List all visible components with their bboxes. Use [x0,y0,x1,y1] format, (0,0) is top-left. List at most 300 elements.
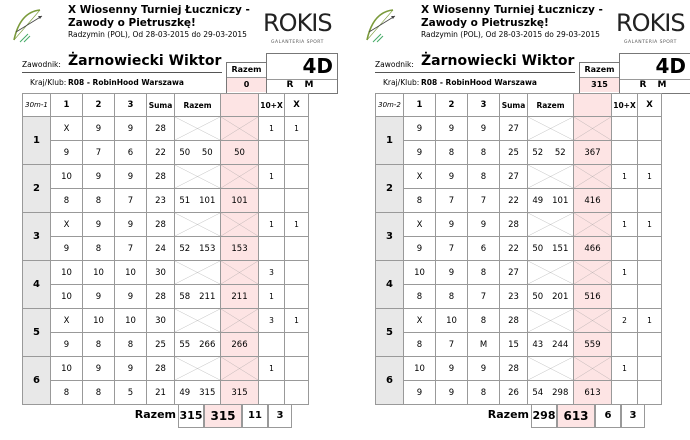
x-count [285,189,309,213]
club-name: R08 - RobinHood Warszawa [421,78,537,87]
event-location-dates: Radzymin (POL), Od 28-03-2015 do 29-03-2015 [421,30,600,39]
end-number: 1 [376,117,404,165]
arrow-score: 9 [436,357,468,381]
tens-count: 1 [259,285,285,309]
crossed-running-cell [221,117,259,141]
end-sum: 23 [147,189,175,213]
tens-count: 3 [259,261,285,285]
crossed-running-cell [574,117,612,141]
event-location-dates: Radzymin (POL), Od 28-03-2015 do 29-03-2015 [68,30,247,39]
end-sum: 21 [147,381,175,405]
score-table [22,93,309,405]
pair-total-header: Razem [528,94,574,117]
arrow-score: 9 [115,213,147,237]
pair-total-header: Razem [175,94,221,117]
tens-count [612,141,638,165]
club-name: R08 - RobinHood Warszawa [68,78,184,87]
end-sum: 28 [147,285,175,309]
tens-count: 3 [259,309,285,333]
crossed-cell [528,309,574,333]
event-title [421,4,603,30]
arrow-score: 7 [436,189,468,213]
tens-count: 1 [259,357,285,381]
rm-label: R M [639,80,671,90]
arrow-score: 7 [468,285,500,309]
x-count [285,261,309,285]
cumulative-distance: 101 [548,189,574,213]
crossed-cell [175,309,221,333]
arrow-score: 7 [115,237,147,261]
arrow-score: 10 [436,309,468,333]
previous-total-value: 315 [580,78,619,92]
crossed-running-cell [574,165,612,189]
arrow-score: 9 [468,117,500,141]
arrow-score: 9 [404,141,436,165]
cumulative-distance: 298 [548,381,574,405]
crossed-running-cell [221,309,259,333]
end-number: 2 [23,165,51,213]
table-row [23,333,309,357]
end-number: 5 [23,309,51,357]
tens-count [612,285,638,309]
event-title [68,4,250,30]
end-sum: 28 [500,213,528,237]
arrow-score: 7 [83,141,115,165]
total-running: 613 [557,404,595,428]
sponsor-tagline: GALANTERIA SPORT [271,40,324,45]
end-sum: 25 [147,333,175,357]
table-row [23,189,309,213]
arrow-score: 9 [436,117,468,141]
total-tens: 11 [242,404,268,428]
tens-count [259,381,285,405]
distance-label: 30m-1 [23,94,51,117]
arrow-col-header: 2 [83,94,115,117]
end-sum: 28 [500,357,528,381]
table-row [23,357,309,381]
table-row [376,165,662,189]
arrow-score: 10 [51,165,83,189]
arrow-score: 9 [83,357,115,381]
previous-total-value: 0 [227,78,266,92]
table-row [23,285,309,309]
crossed-cell [175,357,221,381]
table-row [23,237,309,261]
end-number: 3 [23,213,51,261]
sponsor-logo [255,7,335,47]
cumulative-distance: 201 [548,285,574,309]
cumulative-distance: 315 [195,381,221,405]
tens-count: 1 [259,213,285,237]
previous-total-label: Razem [580,63,619,78]
tens-count: 1 [612,357,638,381]
club-label: Kraj/Klub: [30,78,67,87]
divider [375,72,575,73]
end-sum: 28 [147,357,175,381]
end-sum: 28 [147,117,175,141]
arrow-score: X [404,165,436,189]
arrow-score: 8 [436,285,468,309]
arrow-score: 9 [83,213,115,237]
arrow-score: 5 [115,381,147,405]
tens-count: 1 [612,213,638,237]
pair-sum: 43 [528,333,548,357]
tens-count [612,333,638,357]
end-sum: 28 [500,309,528,333]
total-x: 3 [268,404,292,428]
tens-count: 1 [259,117,285,141]
cumulative-distance: 244 [548,333,574,357]
athlete-name: Żarnowiecki Wiktor [68,53,222,69]
table-row [376,309,662,333]
arrow-score: 8 [404,189,436,213]
arrow-score: 10 [51,357,83,381]
table-row [23,141,309,165]
table-row [23,213,309,237]
running-total: 101 [221,189,259,213]
arrow-score: 8 [468,141,500,165]
arrow-score: 9 [404,381,436,405]
arrow-col-header: 3 [115,94,147,117]
tens-header: 10+X [612,94,638,117]
tens-count: 1 [612,261,638,285]
cumulative-distance: 50 [195,141,221,165]
tens-header: 10+X [259,94,285,117]
scorecard-distance-2 [355,0,690,440]
total-sum: 298 [531,404,557,428]
arrow-score: 10 [115,309,147,333]
crossed-cell [528,357,574,381]
end-sum: 15 [500,333,528,357]
cumulative-distance: 52 [548,141,574,165]
target-box [619,53,690,94]
pair-sum: 58 [175,285,195,309]
arrow-score: 8 [404,285,436,309]
arrow-score: 10 [404,357,436,381]
crossed-running-cell [221,213,259,237]
event-title-line1: X Wiosenny Turniej Łuczniczy - [421,4,603,16]
event-title-line2: Zawody o Pietruszkę! [68,17,196,29]
running-total: 416 [574,189,612,213]
end-sum: 27 [500,117,528,141]
sponsor-logo-text: ROKIS [616,9,685,37]
x-count: 1 [285,309,309,333]
pair-sum: 49 [528,189,548,213]
tens-count [612,237,638,261]
arrow-score: 9 [115,117,147,141]
arrow-score: M [468,333,500,357]
arrow-score: 10 [83,261,115,285]
table-row [23,309,309,333]
x-count [638,285,662,309]
end-number: 4 [376,261,404,309]
arrow-score: 9 [83,117,115,141]
athlete-name: Żarnowiecki Wiktor [421,53,575,69]
x-header: X [285,94,309,117]
total-sum: 315 [178,404,204,428]
scorecard-distance-1 [2,0,337,440]
cumulative-distance: 211 [195,285,221,309]
end-sum: 24 [147,237,175,261]
tens-count [612,117,638,141]
end-sum: 22 [147,141,175,165]
tens-count [259,333,285,357]
running-total-header [574,94,612,117]
running-total-header [221,94,259,117]
running-total: 315 [221,381,259,405]
x-count [285,381,309,405]
header-row [376,94,662,117]
tens-count: 1 [259,165,285,189]
end-number: 1 [23,117,51,165]
arrow-score: 8 [436,141,468,165]
crossed-cell [528,261,574,285]
arrow-score: 9 [436,381,468,405]
tens-count: 1 [612,165,638,189]
pair-sum: 54 [528,381,548,405]
arrow-score: 9 [404,117,436,141]
total-tens: 6 [595,404,621,428]
tens-count [612,189,638,213]
tens-count [259,237,285,261]
arrow-score: 10 [51,285,83,309]
athlete-label: Zawodnik: [375,60,414,69]
running-total: 516 [574,285,612,309]
end-number: 4 [23,261,51,309]
arrow-score: 9 [83,165,115,189]
previous-total-box [226,62,267,94]
running-total: 559 [574,333,612,357]
arrow-score: 8 [51,381,83,405]
arrow-score: 8 [468,165,500,189]
running-total: 367 [574,141,612,165]
arrow-score: X [51,213,83,237]
arrow-score: 8 [115,333,147,357]
total-x: 3 [621,404,645,428]
running-total: 153 [221,237,259,261]
arrow-score: 8 [83,189,115,213]
arrow-score: X [404,309,436,333]
tens-count [612,381,638,405]
table-row [376,381,662,405]
x-count [638,357,662,381]
crossed-running-cell [574,357,612,381]
table-row [376,189,662,213]
arrow-score: 8 [83,237,115,261]
crossed-cell [175,165,221,189]
event-title-line2: Zawody o Pietruszkę! [421,17,549,29]
header-row [23,94,309,117]
end-sum: 30 [147,261,175,285]
x-count [285,285,309,309]
arrow-score: 9 [51,237,83,261]
tens-count: 2 [612,309,638,333]
bow-logo-icon [363,6,399,44]
pair-sum: 49 [175,381,195,405]
arrow-score: 9 [436,165,468,189]
total-label: Razem [487,408,529,421]
crossed-running-cell [574,261,612,285]
end-sum: 28 [147,165,175,189]
crossed-running-cell [574,309,612,333]
running-total: 466 [574,237,612,261]
crossed-cell [175,213,221,237]
x-count: 1 [638,309,662,333]
x-count [638,141,662,165]
table-row [23,261,309,285]
distance-label: 30m-2 [376,94,404,117]
running-total: 50 [221,141,259,165]
arrow-score: 7 [436,333,468,357]
arrow-score: 7 [468,189,500,213]
arrow-score: 8 [468,381,500,405]
arrow-score: X [51,117,83,141]
tens-count [259,141,285,165]
total-running: 315 [204,404,242,428]
arrow-score: 8 [468,309,500,333]
cumulative-distance: 101 [195,189,221,213]
running-total: 613 [574,381,612,405]
arrow-score: X [404,213,436,237]
x-count [285,357,309,381]
x-count [638,237,662,261]
pair-sum: 50 [528,237,548,261]
end-number: 3 [376,213,404,261]
x-count [638,381,662,405]
x-count: 1 [285,213,309,237]
arrow-score: 6 [115,141,147,165]
end-sum-header: Suma [147,94,175,117]
running-total: 266 [221,333,259,357]
table-row [376,333,662,357]
table-row [376,357,662,381]
arrow-score: 9 [51,333,83,357]
end-sum: 26 [500,381,528,405]
running-total: 211 [221,285,259,309]
end-number: 6 [23,357,51,405]
x-count [638,189,662,213]
arrow-score: 9 [51,141,83,165]
arrow-score: 9 [468,213,500,237]
arrow-col-header: 3 [468,94,500,117]
end-sum: 27 [500,261,528,285]
table-row [376,117,662,141]
crossed-cell [528,165,574,189]
end-sum: 28 [147,213,175,237]
table-row [23,117,309,141]
previous-total-label: Razem [227,63,266,78]
arrow-score: 7 [436,237,468,261]
arrow-score: 10 [404,261,436,285]
pair-sum: 50 [528,285,548,309]
arrow-score: X [51,309,83,333]
end-sum: 23 [500,285,528,309]
arrow-col-header: 2 [436,94,468,117]
arrow-score: 7 [115,189,147,213]
x-header: X [638,94,662,117]
pair-sum: 50 [175,141,195,165]
event-title-line1: X Wiosenny Turniej Łuczniczy - [68,4,250,16]
x-count [285,141,309,165]
crossed-running-cell [221,357,259,381]
end-number: 2 [376,165,404,213]
pair-sum: 52 [528,141,548,165]
table-row [376,261,662,285]
arrow-score: 9 [115,357,147,381]
arrow-score: 6 [468,237,500,261]
target-box [266,53,338,94]
crossed-cell [175,117,221,141]
sponsor-tagline: GALANTERIA SPORT [624,40,677,45]
end-sum: 25 [500,141,528,165]
club-label: Kraj/Klub: [383,78,420,87]
cumulative-distance: 266 [195,333,221,357]
arrow-score: 9 [436,261,468,285]
end-sum-header: Suma [500,94,528,117]
x-count [638,117,662,141]
arrow-score: 8 [404,333,436,357]
bow-logo-icon [10,6,46,44]
arrow-score: 8 [51,189,83,213]
table-row [376,141,662,165]
arrow-score: 9 [468,357,500,381]
divider [22,72,222,73]
end-sum: 30 [147,309,175,333]
x-count [285,333,309,357]
table-row [376,285,662,309]
crossed-running-cell [574,213,612,237]
arrow-score: 9 [115,285,147,309]
x-count [285,165,309,189]
arrow-score: 10 [51,261,83,285]
cumulative-distance: 153 [195,237,221,261]
pair-sum: 51 [175,189,195,213]
arrow-col-header: 1 [404,94,436,117]
end-sum: 22 [500,237,528,261]
end-number: 5 [376,309,404,357]
athlete-label: Zawodnik: [22,60,61,69]
end-sum: 22 [500,189,528,213]
arrow-score: 9 [115,165,147,189]
rm-label: R M [286,80,318,90]
sponsor-logo [608,7,688,47]
x-count: 1 [285,117,309,141]
crossed-running-cell [221,165,259,189]
arrow-score: 10 [83,309,115,333]
table-row [23,165,309,189]
end-number: 6 [376,357,404,405]
cumulative-distance: 151 [548,237,574,261]
arrow-score: 9 [404,237,436,261]
target-position: 4D [620,54,690,80]
crossed-running-cell [221,261,259,285]
score-table [375,93,662,405]
arrow-score: 8 [83,381,115,405]
arrow-score: 9 [83,285,115,309]
arrow-score: 10 [115,261,147,285]
crossed-cell [528,213,574,237]
tens-count [259,189,285,213]
arrow-score: 8 [468,261,500,285]
pair-sum: 55 [175,333,195,357]
arrow-score: 9 [436,213,468,237]
crossed-cell [528,117,574,141]
x-count: 1 [638,213,662,237]
table-row [23,381,309,405]
x-count [638,261,662,285]
x-count: 1 [638,165,662,189]
x-count [638,333,662,357]
